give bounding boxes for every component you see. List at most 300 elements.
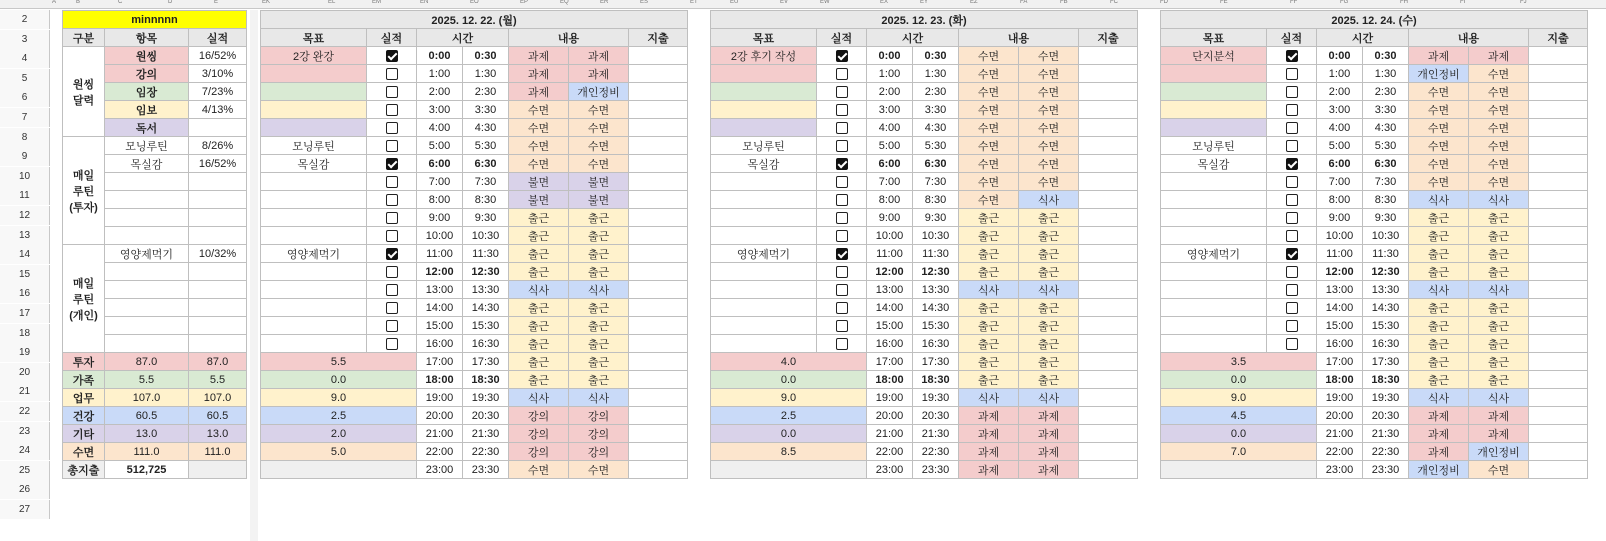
personal-perf[interactable] (189, 299, 247, 317)
time-start[interactable]: 3:00 (1317, 101, 1363, 119)
category-value[interactable]: 13.0 (105, 425, 189, 443)
expense-cell[interactable] (1529, 227, 1588, 245)
time-start[interactable]: 14:00 (867, 299, 913, 317)
personal-perf[interactable]: 10/32% (189, 245, 247, 263)
expense-cell[interactable] (1529, 371, 1588, 389)
category-value[interactable]: 111.0 (105, 443, 189, 461)
category-total-cell[interactable]: 0.0 (261, 371, 417, 389)
done-cell[interactable] (1267, 209, 1317, 227)
time-start[interactable]: 11:00 (417, 245, 463, 263)
content-cell-2[interactable]: 출근 (569, 227, 629, 245)
content-cell[interactable]: 출근 (959, 209, 1019, 227)
expense-cell[interactable] (1079, 425, 1138, 443)
empty-goal-cell[interactable] (711, 461, 867, 479)
time-end[interactable]: 9:30 (1363, 209, 1409, 227)
content-cell[interactable]: 불면 (509, 173, 569, 191)
checkbox-unchecked[interactable] (1286, 68, 1298, 80)
goal-cell[interactable] (1161, 335, 1267, 353)
time-end[interactable]: 20:30 (463, 407, 509, 425)
time-end[interactable]: 11:30 (1363, 245, 1409, 263)
checkbox-unchecked[interactable] (386, 86, 398, 98)
column-letter[interactable]: EW (820, 0, 830, 5)
expense-cell[interactable] (1529, 209, 1588, 227)
checkbox-unchecked[interactable] (836, 194, 848, 206)
checkbox-unchecked[interactable] (386, 104, 398, 116)
done-cell[interactable] (817, 65, 867, 83)
expense-cell[interactable] (629, 263, 688, 281)
content-cell-2[interactable]: 수면 (1019, 83, 1079, 101)
goal-cell[interactable] (1161, 65, 1267, 83)
checkbox-unchecked[interactable] (386, 176, 398, 188)
expense-cell[interactable] (629, 335, 688, 353)
time-end[interactable]: 0:30 (463, 47, 509, 65)
checkbox-unchecked[interactable] (386, 338, 398, 350)
content-cell-2[interactable]: 출근 (1469, 371, 1529, 389)
done-cell[interactable] (1267, 245, 1317, 263)
checkbox-unchecked[interactable] (1286, 302, 1298, 314)
checkbox-checked[interactable] (386, 50, 398, 62)
time-start[interactable]: 4:00 (417, 119, 463, 137)
checkbox-unchecked[interactable] (836, 212, 848, 224)
category-total-cell[interactable]: 7.0 (1161, 443, 1317, 461)
expense-cell[interactable] (1529, 299, 1588, 317)
content-cell[interactable]: 과제 (1409, 425, 1469, 443)
invest-item[interactable]: 모닝루틴 (105, 137, 189, 155)
time-start[interactable]: 20:00 (417, 407, 463, 425)
content-cell-2[interactable]: 과제 (1019, 461, 1079, 479)
wonssing-item[interactable]: 임보 (105, 101, 189, 119)
goal-cell[interactable]: 목실감 (261, 155, 367, 173)
time-start[interactable]: 7:00 (1317, 173, 1363, 191)
time-start[interactable]: 0:00 (417, 47, 463, 65)
content-cell[interactable]: 출근 (959, 335, 1019, 353)
time-end[interactable]: 11:30 (463, 245, 509, 263)
content-cell[interactable]: 과제 (959, 443, 1019, 461)
time-end[interactable]: 7:30 (913, 173, 959, 191)
done-cell[interactable] (1267, 173, 1317, 191)
checkbox-unchecked[interactable] (386, 194, 398, 206)
content-cell-2[interactable]: 과제 (1469, 425, 1529, 443)
column-letter[interactable]: ES (640, 0, 649, 5)
time-start[interactable]: 15:00 (867, 317, 913, 335)
wonssing-perf[interactable]: 16/52% (189, 47, 247, 65)
category-label[interactable]: 수면 (63, 443, 105, 461)
time-end[interactable]: 17:30 (913, 353, 959, 371)
personal-perf[interactable] (189, 281, 247, 299)
done-cell[interactable] (367, 299, 417, 317)
done-cell[interactable] (1267, 155, 1317, 173)
checkbox-unchecked[interactable] (836, 176, 848, 188)
expense-cell[interactable] (629, 371, 688, 389)
expense-cell[interactable] (1529, 407, 1588, 425)
goal-cell[interactable]: 2강 후기 작성 (711, 47, 817, 65)
header-item[interactable]: 항목 (105, 29, 189, 47)
row-number[interactable]: 9 (0, 147, 50, 166)
category-label[interactable]: 건강 (63, 407, 105, 425)
time-start[interactable]: 2:00 (1317, 83, 1363, 101)
content-cell[interactable]: 수면 (1409, 137, 1469, 155)
content-cell[interactable]: 과제 (959, 407, 1019, 425)
expense-cell[interactable] (1529, 461, 1588, 479)
expense-cell[interactable] (1529, 191, 1588, 209)
content-cell[interactable]: 출근 (1409, 245, 1469, 263)
content-cell-2[interactable]: 수면 (1469, 101, 1529, 119)
wonssing-item[interactable]: 임장 (105, 83, 189, 101)
invest-perf[interactable]: 8/26% (189, 137, 247, 155)
time-start[interactable]: 16:00 (867, 335, 913, 353)
category-value[interactable]: 60.5 (105, 407, 189, 425)
row-number[interactable]: 7 (0, 108, 50, 127)
checkbox-unchecked[interactable] (836, 266, 848, 278)
expense-cell[interactable] (629, 119, 688, 137)
content-cell[interactable]: 출근 (959, 263, 1019, 281)
time-start[interactable]: 12:00 (1317, 263, 1363, 281)
time-start[interactable]: 13:00 (1317, 281, 1363, 299)
checkbox-unchecked[interactable] (386, 230, 398, 242)
expense-cell[interactable] (1529, 443, 1588, 461)
category-total-cell[interactable]: 2.0 (261, 425, 417, 443)
checkbox-unchecked[interactable] (1286, 104, 1298, 116)
row-number[interactable]: 17 (0, 304, 50, 323)
content-cell-2[interactable]: 식사 (1469, 389, 1529, 407)
goal-cell[interactable] (1161, 317, 1267, 335)
expense-cell[interactable] (1529, 119, 1588, 137)
content-cell[interactable]: 과제 (959, 461, 1019, 479)
done-cell[interactable] (367, 191, 417, 209)
time-start[interactable]: 19:00 (417, 389, 463, 407)
time-start[interactable]: 9:00 (1317, 209, 1363, 227)
time-start[interactable]: 19:00 (867, 389, 913, 407)
category-total-cell[interactable]: 0.0 (1161, 371, 1317, 389)
content-cell[interactable]: 수면 (1409, 101, 1469, 119)
checkbox-unchecked[interactable] (386, 302, 398, 314)
expense-cell[interactable] (1079, 101, 1138, 119)
personal-item[interactable] (105, 263, 189, 281)
expense-cell[interactable] (1079, 335, 1138, 353)
checkbox-unchecked[interactable] (386, 140, 398, 152)
time-start[interactable]: 1:00 (867, 65, 913, 83)
content-cell[interactable]: 출근 (1409, 299, 1469, 317)
header-done[interactable]: 실적 (367, 29, 417, 47)
header-expense[interactable]: 지출 (1529, 29, 1588, 47)
user-name-cell[interactable]: minnnnn (63, 11, 247, 29)
goal-cell[interactable]: 단지분석 (1161, 47, 1267, 65)
header-time[interactable]: 시간 (417, 29, 509, 47)
goal-cell[interactable] (261, 83, 367, 101)
wonssing-perf[interactable]: 4/13% (189, 101, 247, 119)
done-cell[interactable] (817, 83, 867, 101)
header-content[interactable]: 내용 (1409, 29, 1529, 47)
content-cell[interactable]: 수면 (959, 47, 1019, 65)
content-cell[interactable]: 수면 (959, 137, 1019, 155)
done-cell[interactable] (367, 227, 417, 245)
category-label[interactable]: 투자 (63, 353, 105, 371)
column-letter[interactable]: EZ (970, 0, 978, 5)
header-expense[interactable]: 지출 (1079, 29, 1138, 47)
checkbox-unchecked[interactable] (1286, 86, 1298, 98)
goal-cell[interactable]: 2강 완강 (261, 47, 367, 65)
done-cell[interactable] (1267, 137, 1317, 155)
content-cell-2[interactable]: 과제 (569, 47, 629, 65)
expense-cell[interactable] (1079, 299, 1138, 317)
time-end[interactable]: 20:30 (913, 407, 959, 425)
done-cell[interactable] (817, 101, 867, 119)
time-end[interactable]: 14:30 (1363, 299, 1409, 317)
done-cell[interactable] (817, 137, 867, 155)
total-empty[interactable] (189, 461, 247, 479)
time-end[interactable]: 9:30 (913, 209, 959, 227)
done-cell[interactable] (1267, 65, 1317, 83)
column-letter[interactable]: FC (1110, 0, 1118, 5)
header-expense[interactable]: 지출 (629, 29, 688, 47)
category-total-cell[interactable]: 0.0 (711, 371, 867, 389)
time-start[interactable]: 8:00 (867, 191, 913, 209)
time-end[interactable]: 5:30 (463, 137, 509, 155)
content-cell[interactable]: 개인정비 (1409, 461, 1469, 479)
expense-cell[interactable] (1529, 65, 1588, 83)
column-letter[interactable]: EO (470, 0, 479, 5)
time-end[interactable]: 3:30 (1363, 101, 1409, 119)
checkbox-unchecked[interactable] (1286, 176, 1298, 188)
expense-cell[interactable] (1529, 263, 1588, 281)
time-end[interactable]: 7:30 (1363, 173, 1409, 191)
content-cell[interactable]: 과제 (1409, 407, 1469, 425)
content-cell[interactable]: 식사 (1409, 191, 1469, 209)
content-cell[interactable]: 출근 (509, 317, 569, 335)
invest-perf[interactable] (189, 209, 247, 227)
checkbox-checked[interactable] (386, 248, 398, 260)
time-end[interactable]: 14:30 (913, 299, 959, 317)
time-start[interactable]: 20:00 (1317, 407, 1363, 425)
time-end[interactable]: 1:30 (463, 65, 509, 83)
expense-cell[interactable] (1529, 245, 1588, 263)
personal-item[interactable] (105, 317, 189, 335)
content-cell-2[interactable]: 수면 (569, 155, 629, 173)
expense-cell[interactable] (1529, 353, 1588, 371)
expense-cell[interactable] (629, 443, 688, 461)
category-total-cell[interactable]: 4.5 (1161, 407, 1317, 425)
time-start[interactable]: 21:00 (1317, 425, 1363, 443)
time-end[interactable]: 4:30 (463, 119, 509, 137)
checkbox-checked[interactable] (836, 158, 848, 170)
time-start[interactable]: 13:00 (867, 281, 913, 299)
time-end[interactable]: 6:30 (1363, 155, 1409, 173)
content-cell-2[interactable]: 수면 (1469, 461, 1529, 479)
time-start[interactable]: 20:00 (867, 407, 913, 425)
expense-cell[interactable] (629, 227, 688, 245)
category-total-cell[interactable]: 2.5 (711, 407, 867, 425)
time-start[interactable]: 8:00 (417, 191, 463, 209)
column-letter[interactable]: A (52, 0, 57, 5)
checkbox-unchecked[interactable] (836, 140, 848, 152)
done-cell[interactable] (817, 155, 867, 173)
time-end[interactable]: 2:30 (913, 83, 959, 101)
column-letter[interactable]: EQ (560, 0, 569, 5)
content-cell[interactable]: 출근 (959, 371, 1019, 389)
content-cell-2[interactable]: 강의 (569, 407, 629, 425)
checkbox-unchecked[interactable] (386, 284, 398, 296)
time-start[interactable]: 0:00 (867, 47, 913, 65)
category-value-2[interactable]: 107.0 (189, 389, 247, 407)
row-number[interactable]: 19 (0, 343, 50, 362)
checkbox-checked[interactable] (836, 50, 848, 62)
category-total-cell[interactable]: 9.0 (711, 389, 867, 407)
category-value-2[interactable]: 5.5 (189, 371, 247, 389)
content-cell-2[interactable]: 출근 (1469, 299, 1529, 317)
content-cell-2[interactable]: 수면 (1019, 137, 1079, 155)
content-cell[interactable]: 수면 (509, 119, 569, 137)
time-start[interactable]: 11:00 (1317, 245, 1363, 263)
content-cell[interactable]: 수면 (1409, 119, 1469, 137)
expense-cell[interactable] (1529, 155, 1588, 173)
row-number[interactable]: 15 (0, 265, 50, 284)
checkbox-unchecked[interactable] (1286, 140, 1298, 152)
time-end[interactable]: 13:30 (463, 281, 509, 299)
content-cell-2[interactable]: 출근 (1469, 227, 1529, 245)
time-start[interactable]: 0:00 (1317, 47, 1363, 65)
column-letter[interactable]: FF (1290, 0, 1298, 5)
expense-cell[interactable] (1529, 83, 1588, 101)
content-cell-2[interactable]: 수면 (1019, 65, 1079, 83)
time-start[interactable]: 17:00 (1317, 353, 1363, 371)
content-cell-2[interactable]: 출근 (1469, 335, 1529, 353)
content-cell-2[interactable]: 출근 (569, 263, 629, 281)
category-total-cell[interactable]: 2.5 (261, 407, 417, 425)
done-cell[interactable] (817, 173, 867, 191)
content-cell[interactable]: 과제 (509, 47, 569, 65)
personal-perf[interactable] (189, 317, 247, 335)
content-cell[interactable]: 수면 (959, 119, 1019, 137)
expense-cell[interactable] (1079, 263, 1138, 281)
content-cell-2[interactable]: 수면 (1019, 173, 1079, 191)
done-cell[interactable] (817, 209, 867, 227)
time-end[interactable]: 6:30 (913, 155, 959, 173)
time-start[interactable]: 21:00 (867, 425, 913, 443)
time-end[interactable]: 18:30 (913, 371, 959, 389)
category-total-cell[interactable]: 0.0 (711, 425, 867, 443)
personal-item[interactable] (105, 335, 189, 353)
done-cell[interactable] (367, 173, 417, 191)
content-cell[interactable]: 과제 (509, 65, 569, 83)
done-cell[interactable] (1267, 263, 1317, 281)
column-letter[interactable]: B (76, 0, 81, 5)
expense-cell[interactable] (629, 155, 688, 173)
personal-perf[interactable] (189, 335, 247, 353)
done-cell[interactable] (817, 191, 867, 209)
content-cell-2[interactable]: 출근 (569, 317, 629, 335)
time-start[interactable]: 15:00 (417, 317, 463, 335)
content-cell[interactable]: 강의 (509, 407, 569, 425)
done-cell[interactable] (1267, 227, 1317, 245)
expense-cell[interactable] (1079, 65, 1138, 83)
goal-cell[interactable] (261, 281, 367, 299)
goal-cell[interactable] (711, 317, 817, 335)
goal-cell[interactable] (261, 317, 367, 335)
column-letter[interactable]: EV (780, 0, 789, 5)
content-cell-2[interactable]: 수면 (1019, 119, 1079, 137)
content-cell[interactable]: 출근 (509, 371, 569, 389)
goal-cell[interactable]: 목실감 (711, 155, 817, 173)
wonssing-perf[interactable]: 7/23% (189, 83, 247, 101)
column-letter[interactable]: EX (880, 0, 889, 5)
header-time[interactable]: 시간 (1317, 29, 1409, 47)
content-cell-2[interactable]: 과제 (1469, 47, 1529, 65)
content-cell[interactable]: 강의 (509, 425, 569, 443)
goal-cell[interactable] (261, 227, 367, 245)
row-number[interactable]: 2 (0, 10, 50, 29)
column-letter[interactable]: ET (690, 0, 698, 5)
content-cell-2[interactable]: 수면 (1469, 137, 1529, 155)
row-number[interactable]: 23 (0, 422, 50, 441)
column-letter[interactable]: EY (920, 0, 929, 5)
column-letter[interactable]: ER (600, 0, 609, 5)
expense-cell[interactable] (1079, 317, 1138, 335)
goal-cell[interactable] (1161, 209, 1267, 227)
content-cell-2[interactable]: 개인정비 (569, 83, 629, 101)
content-cell-2[interactable]: 출근 (569, 299, 629, 317)
expense-cell[interactable] (1079, 227, 1138, 245)
time-end[interactable]: 4:30 (1363, 119, 1409, 137)
content-cell[interactable]: 수면 (509, 101, 569, 119)
time-start[interactable]: 9:00 (417, 209, 463, 227)
time-end[interactable]: 12:30 (463, 263, 509, 281)
content-cell[interactable]: 출근 (509, 353, 569, 371)
checkbox-checked[interactable] (1286, 50, 1298, 62)
expense-cell[interactable] (1079, 443, 1138, 461)
row-number[interactable]: 3 (0, 30, 50, 49)
invest-item[interactable] (105, 209, 189, 227)
goal-cell[interactable] (261, 65, 367, 83)
expense-cell[interactable] (629, 407, 688, 425)
row-number[interactable]: 20 (0, 363, 50, 382)
done-cell[interactable] (367, 209, 417, 227)
goal-cell[interactable] (711, 119, 817, 137)
time-start[interactable]: 1:00 (417, 65, 463, 83)
goal-cell[interactable] (261, 263, 367, 281)
goal-cell[interactable] (261, 191, 367, 209)
content-cell[interactable]: 출근 (959, 317, 1019, 335)
checkbox-unchecked[interactable] (836, 230, 848, 242)
checkbox-unchecked[interactable] (836, 122, 848, 134)
row-number[interactable]: 8 (0, 128, 50, 147)
checkbox-unchecked[interactable] (836, 284, 848, 296)
content-cell[interactable]: 식사 (1409, 389, 1469, 407)
done-cell[interactable] (367, 317, 417, 335)
goal-cell[interactable]: 목실감 (1161, 155, 1267, 173)
content-cell-2[interactable]: 수면 (569, 119, 629, 137)
time-end[interactable]: 21:30 (463, 425, 509, 443)
time-end[interactable]: 1:30 (913, 65, 959, 83)
group-daily-invest[interactable]: 매일 루틴 (투자) (63, 137, 105, 245)
content-cell-2[interactable]: 불면 (569, 191, 629, 209)
content-cell-2[interactable]: 출근 (1469, 245, 1529, 263)
content-cell-2[interactable]: 수면 (1019, 47, 1079, 65)
category-value-2[interactable]: 13.0 (189, 425, 247, 443)
expense-cell[interactable] (629, 353, 688, 371)
goal-cell[interactable]: 영양제먹기 (1161, 245, 1267, 263)
header-time[interactable]: 시간 (867, 29, 959, 47)
goal-cell[interactable] (711, 101, 817, 119)
expense-cell[interactable] (1079, 47, 1138, 65)
header-content[interactable]: 내용 (959, 29, 1079, 47)
content-cell[interactable]: 출근 (959, 227, 1019, 245)
content-cell[interactable]: 과제 (959, 425, 1019, 443)
goal-cell[interactable] (711, 335, 817, 353)
goal-cell[interactable]: 모닝루틴 (1161, 137, 1267, 155)
time-start[interactable]: 9:00 (867, 209, 913, 227)
time-end[interactable]: 9:30 (463, 209, 509, 227)
total-label[interactable]: 총지출 (63, 461, 105, 479)
